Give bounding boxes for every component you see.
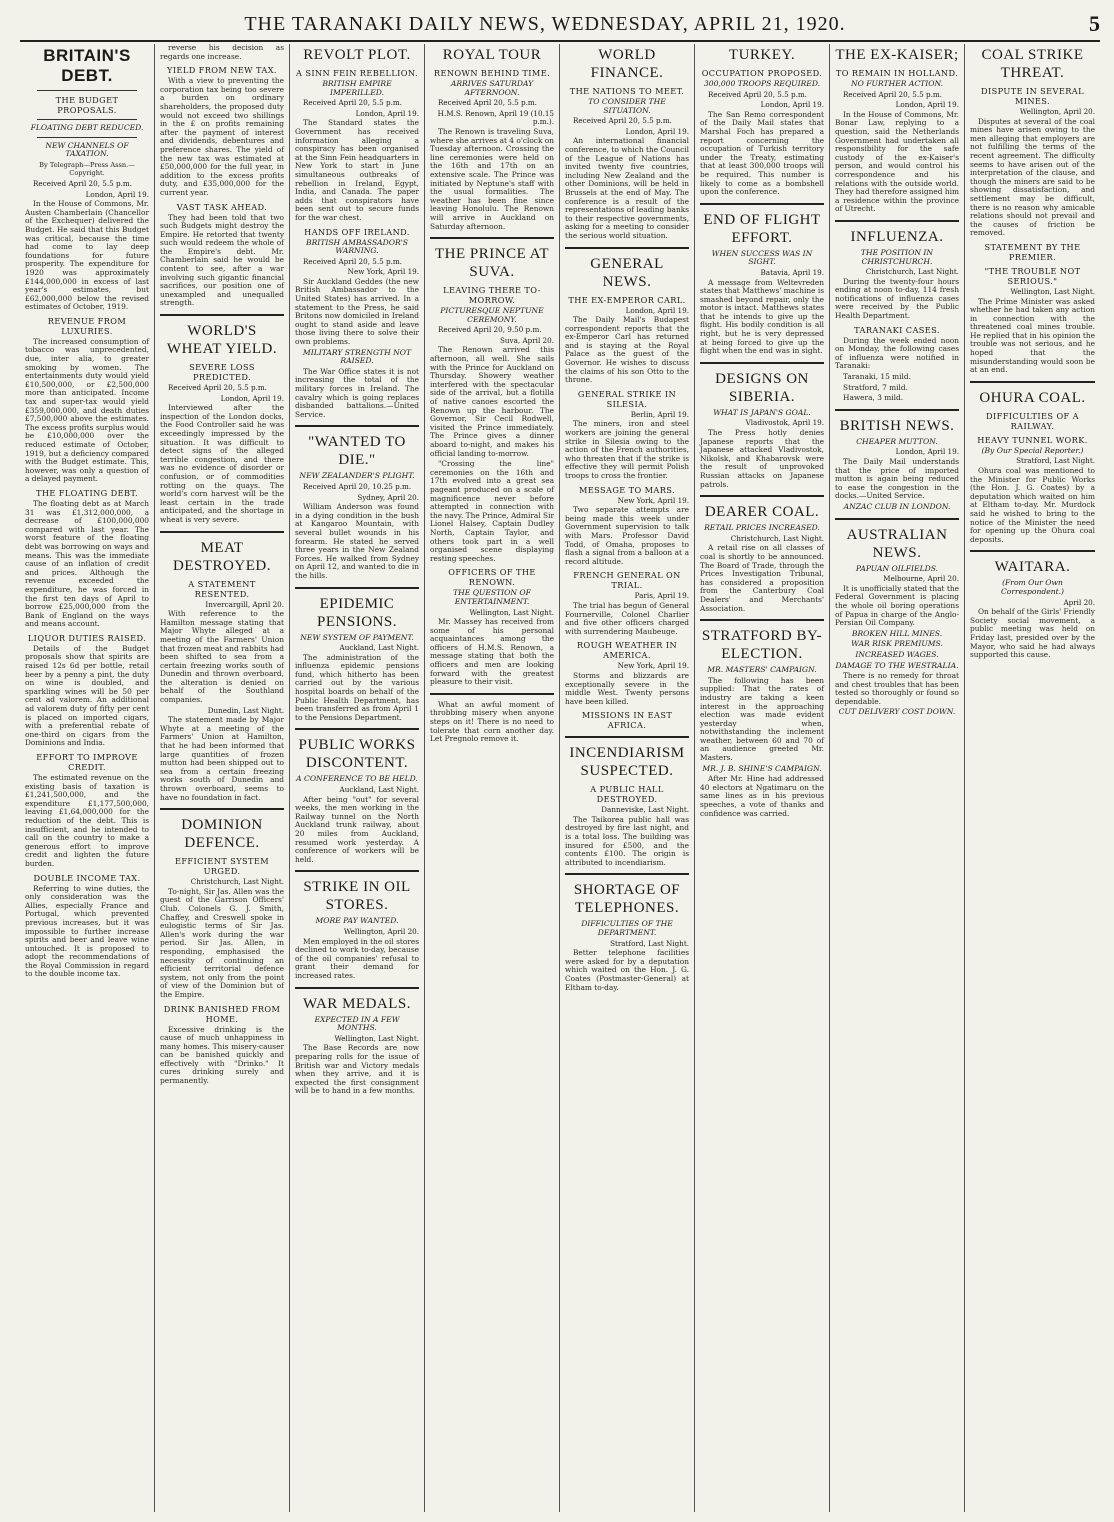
received-line: Received April 20, 5.5 p.m. [303,98,402,108]
article-body: The statement made by Major Whyte at a meeting of the Farmers' Union at Hamilton, that he had been informed that large quantities of frozen mutton had been shipped out to sea from a certain freezing works south of Dunedin and thrown overboard, seems to have no foundation in fact. [160,715,284,802]
subheadline: A STATEMENT RESENTED. [188,578,256,599]
article-body: The Press hotly denies Japanese reports that the Japanese attacked Vladivostok, Nikolsk, and Khabarovsk were the result of unprovoked Russian attacks on Japanese patrols. [700,428,824,489]
dateline: Auckland, Last Night. [339,643,419,653]
article-headline: DOMINION DEFENCE. [181,817,263,852]
dateline: Stratford, Last Night. [1016,456,1095,466]
received-line: Received April 20, 5.5 p.m. [573,116,672,126]
subheadline: WAR RISK PREMIUMS. [851,639,943,649]
article-body: The increased consumption of tobacco was unprecedented, due, inter alia, to greater smoking by women. The entertainments duty would yield £10,500,000, or £2,500,000 more than anticipated. Income tax and super-tax would yield £359,000,000, and death duties £7,500,000 above the estimates. The excess profits surplus would be £10,000,000 over the reduced estimate of October, 1919, but a deficiency compared with the Budget estimate. This, however, was only a question of a delayed payment. [25,336,149,484]
dateline: Suva, April 20. [499,335,554,345]
article-body: They had been told that two such Budgets might destroy the Empire. He retorted that twenty such would redeem the whole of the Empire's debt. Mr. Chamberlain said he would be content to see, after a war involving such gigantic financial sacrifices, our position one of unexampled and unequalled strength. [160,212,284,308]
column-8 [965,44,1100,1512]
subheadline: OFFICERS OF THE RENOWN. [448,567,536,588]
article-body: During the twenty-four hours ending at noon to-day, 114 fresh notifications of influenza cases were received by the Public Health Department. [835,276,959,321]
dateline: H.M.S. Renown, April 19 (10.15 p.m.). [437,108,554,127]
article-headline: PUBLIC WORKS DISCONTENT. [298,737,416,772]
subheadline: THE BUDGET PROPOSALS. [55,95,119,115]
subheadline: SEVERE LOSS PREDICTED. [189,362,255,383]
case-line: Stratford, 7 mild. [843,382,908,392]
dateline: Christchurch, Last Night. [730,533,824,543]
case-line: Taranaki, 15 mild. [843,372,911,382]
article-headline: STRATFORD BY-ELECTION. [701,628,823,663]
subheadline: MESSAGE TO MARS. [578,484,676,495]
received-line: Received April 20, 10.25 p.m. [303,481,412,491]
article-body: It is unofficially stated that the Federal Government is placing the whole oil boring operations of Papua in charge of the Anglo-Persian Oil Company. [835,583,959,628]
subheadline: THE NATIONS TO MEET. [569,86,685,96]
subheadline: HEAVY TUNNEL WORK. [977,434,1088,445]
article-headline: REVOLT PLOT. [303,47,411,63]
article-body: William Anderson was found in a dying condition in the bush at Kangaroo Mountain, with several bullet wounds in his forearm. He stated he served three years in the New Zealand Forces. He walked from Sydney on April 12, and wanted to die in the hills. [295,502,419,580]
article-body: Details of the Budget proposals show that spirits are raised 12s 6d per bottle, retail beer by a penny a pint, the duty on wine is doubled, and sparkling wines will be 50 per cent ad valorem. An additional ad valorem duty of fifty per cent is placed on imported cigars, with a preferential rebate of one-third on cigars from the Dominions and India. [25,643,149,748]
article-headline: WAR MEDALS. [302,995,411,1012]
article-body: The miners, iron and steel workers are joining the general strike in Silesia owing to the action of the French authorities, who threaten that if the strike is effective they will permit Polish troops to cross the frontier. [565,419,689,480]
article-headline: COAL STRIKE THREAT. [981,47,1084,81]
article-body: After Mr. Hine had addressed 40 electors at Ngatimaru on the same lines as in his previous speeches, a vote of thanks and confidence was carried. [700,774,824,818]
subheadline: CHEAPER MUTTON. [856,436,938,446]
masthead [20,8,1100,42]
article-headline: OHURA COAL. [979,389,1086,406]
article-body: In the House of Commons, Mr. Austen Chamberlain (Chancellor of the Exchequer) delivered the Budget. He said that this Budget was critical, because the time had come to lay deep foundations for future prosperity. The expenditure for 1920 was approximately £144,000,000 in excess of last year's estimates, but £62,000,000 below the revised estimates of October, 1919. [25,199,149,312]
dateline: April 20. [1063,597,1095,607]
article-headline: STRIKE IN OIL STORES. [303,879,411,914]
article-body: The following has been supplied: That the rates of industry are taking a keen interest in the approaching election was made evident yesterday when, notwithstanding the inclement weather, between 60 and 70 of an audience greeted Mr. Masters. [700,675,824,763]
newspaper-columns [20,44,1100,1512]
subheadline: RETAIL PRICES INCREASED. [704,523,820,533]
article-headline: END OF FLIGHT EFFORT. [703,211,821,246]
subheadline: ARRIVES SATURDAY AFTERNOON. [450,79,534,97]
article-headline: AUSTRALIAN NEWS. [846,526,948,561]
subheadline: YIELD FROM NEW TAX. [167,65,277,76]
dateline: Wellington, Last Night. [469,607,554,617]
article-body: The estimated revenue on the existing basis of taxation is £1,241,500,000, and the expenditure £1,177,500,000, leaving £1,64,000,000 for the reduction of the debt. This is insufficient, and he intended to call on the country to make a generous effort to improve credit and lighten the future burden. [25,773,149,868]
subheadline: TO REMAIN IN HOLLAND. [835,68,959,78]
subheadline: DIFFICULTIES OF A RAILWAY. [986,410,1079,431]
subheadline: ANZAC CLUB IN LONDON. [843,501,951,511]
column-4 [425,44,560,1512]
article-headline: WORLD'S WHEAT YIELD. [166,323,278,358]
dateline: London, April 19. [760,100,824,110]
article-headline: WORLD FINANCE. [590,47,664,81]
article-headline: THE PRINCE AT SUVA. [434,246,549,281]
dateline: Vladivostok, April 19. [745,418,824,428]
subheadline: VAST TASK AHEAD. [176,201,268,212]
subheadline: TARANAKI CASES. [854,324,940,335]
article-body: The Taikorea public hall was destroyed by fire last night, and is a total loss. The building was insured for £500, and the contents £100. The origin is attributed to incendiarism. [565,814,689,867]
subheadline: THE POSITION IN CHRISTCHURCH. [860,247,934,266]
article-headline: "WANTED TO DIE." [308,434,406,469]
subheadline: EFFORT TO IMPROVE CREDIT. [36,752,138,772]
subheadline: A CONFERENCE TO BE HELD. [296,774,418,784]
subheadline: INCREASED WAGES. [855,649,939,659]
article-body: The Base Records are now preparing rolls for the issue of British war and Victory medals when they arrive, and it is expected the first consignment will be to hand in a few months. [295,1043,419,1096]
subheadline: (From Our Own Correspondent.) [1000,578,1065,596]
article-headline: DESIGNS ON SIBERIA. [715,370,809,405]
subheadline: DOUBLE INCOME TAX. [33,872,141,883]
article-headline: TURKEY. [728,47,796,63]
newspaper-title: THE TARANAKI DAILY NEWS, WEDNESDAY, APRIL 21, 1920. [244,12,846,35]
dateline: Melbourne, April 20. [883,574,959,584]
column-7 [830,44,965,1512]
subheadline: BRITISH EMPIRE IMPERILLED. [322,79,392,97]
received-line: Received April 20, 9.50 p.m. [438,325,542,335]
subheadline: THE EX-EMPEROR CARL. [568,294,686,305]
subheadline: NO FURTHER ACTION. [850,79,944,88]
column-2 [155,44,290,1512]
dateline: Wellington, April 20. [343,926,419,936]
dateline: Christchurch, Last Night. [190,877,284,887]
article-body: The San Remo correspondent of the Daily Mail states that Marshal Foch has prepared a report concerning the occupation of Turkish territory under the Treaty, estimating that at least 300,000 troops will be required. This number is likely to come as a bombshell upon the conference. [700,109,824,197]
subheadline: THE FLOATING DEBT. [35,487,139,498]
article-headline: DEARER COAL. [704,504,820,521]
dateline: Christchurch, Last Night. [865,267,959,277]
subheadline: LEAVING THERE TO-MORROW. [443,285,541,306]
subheadline: WHAT IS JAPAN'S GOAL. [713,407,811,417]
article-body: A retail rise on all classes of coal is shortly to be announced. The Board of Trade, through the Prices Investigation Tribunal, has considered a proposition from the Canterbury Coal Dealers' and Merchants' Association. [700,543,824,613]
subheadline: NEW ZEALANDER'S PLIGHT. [299,471,415,481]
received-line: Received April 20, 5.5 p.m. [843,89,942,99]
article-headline: ROYAL TOUR [442,47,542,63]
article-body: The Renown is traveling Suva, where she arrives at 4 o'clock on Tuesday afternoon. Crossing the line ceremonies were held on the 16th and 17th on an extensive scale. The Prince was initiated by Neptune's staff with the usual formalities. The weather has been fine since leaving Honolulu. The Renown will arrive in Auckland on Saturday afternoon. [430,126,554,231]
subheadline: BROKEN HILL MINES. [851,628,943,638]
article-headline: THE EX-KAISER; [835,47,959,63]
subheadline: A SINN FEIN REBELLION. [296,68,418,78]
subheadline: EFFICIENT SYSTEM URGED. [174,856,270,877]
subheadline: WHEN SUCCESS WAS IN SIGHT. [711,248,813,267]
received-line: Received April 20, 5.5 p.m. [303,256,402,266]
article-headline: BRITAIN'S DEBT. [43,46,131,85]
subheadline: CUT DELIVERY COST DOWN. [838,707,956,717]
dateline: New York, April 19. [617,661,689,671]
article-headline: SHORTAGE OF TELEPHONES. [573,882,681,917]
subheadline: ROUGH WEATHER IN AMERICA. [576,640,678,661]
article-headline: GENERAL NEWS. [590,255,664,290]
subheadline: DRINK BANISHED FROM HOME. [163,1003,281,1024]
article-body: The Standard states the Government has received information alleging a conspiracy has been organised at the Sinn Fein headquarters in New York to start in June simultaneous outbreaks of rebellion in Ireland, Egypt, India, and Canada. The paper adds that conspirators have been sent out to secure funds for the war chest. [295,118,419,222]
received-line: Received April 20, 5.5 p.m. [168,383,267,393]
subheadline: NEW SYSTEM OF PAYMENT. [300,632,414,642]
article-body: A message from Weltevreden states that Matthews' machine is smashed beyond repair, only the motor is intact. Matthews states that he intends to give up the flight. His bodily condition is all right, but he is very depressed at being forced to give up the flight when the end was in sight. [700,277,824,356]
subheadline: (By Our Special Reporter.) [981,445,1084,455]
dateline: London, April 19. [220,393,284,403]
article-body: The administration of the influenza epidemic pensions fund, which hitherto has been carried out by the various hospital boards on behalf of the Public Health Department, has been transferred as from April 1 to the Pensions Department. [295,652,419,722]
subheadline: STATEMENT BY THE PREMIER. [984,241,1081,262]
dateline: Dunedin, Last Night. [207,705,284,715]
article-body: Better telephone facilities were asked for by a deputation which waited on the Hon. J. G. Coates (Postmaster-General) at Eltham to-day. [565,948,689,992]
dateline: Wellington, Last Night. [334,1033,419,1043]
article-body: The War Office states it is not increasing the total of the military forces in Ireland. The cavalry which is going replaces disbanded battalions.—United Service. [295,366,419,419]
subheadline: NEW CHANNELS OF TAXATION. [45,140,129,159]
subheadline: HANDS OFF IRELAND. [304,226,410,237]
subheadline: MORE PAY WANTED. [315,916,399,926]
article-body: During the week ended noon on Monday, the following cases of influenza were notified in Taranaki: [835,335,959,371]
article-headline: INFLUENZA. [850,228,944,245]
article-body: In the House of Commons, Mr. Bonar Law, replying to a question, said the Netherlands Government had undertaken all responsibility for the safe custody of the ex-Kaiser's person, and would control his correspondence and his relations with the outside world. They had therefore assigned him a residence within the province of Utrecht. [835,109,959,214]
subheadline: 300,000 TROOPS REQUIRED. [703,79,821,88]
subheadline: DAMAGE TO THE WESTRALIA. [835,660,959,670]
article-body: "Crossing the line" ceremonies on the 16th and 17th evolved into a great sea pageant produced on a scale of magnificence never before attempted in connection with the navy. The Prince, Admiral Sir Lionel Halsey, Captain Dudley North, Captain Taylor, and others took part in a well organised scene displaying resting speeches. [430,459,554,563]
dateline: Auckland, Last Night. [339,785,419,795]
subheadline: DISPUTE IN SEVERAL MINES. [981,86,1084,106]
dateline: Berlin, April 19. [630,409,689,419]
article-body: What an awful moment of throbbing misery when anyone steps on it! There is no need to tolerate that corn another day. Let Pregnolo remove it. [430,699,554,744]
received-line: Received April 20, 5.5 p.m. [708,89,807,99]
dateline: Sydney, April 20. [357,492,419,502]
article-body: The trial has begun of General Fournerville, Colonel Charlier and five other officers charged with surrendering Maubeuge. [565,600,689,636]
article-body: Ohura coal was mentioned to the Minister for Public Works (the Hon. J. G. Coates) by a deputation which waited on him at Eltham to-day. Mr. Murdock said he wished to bring to the notice of the Minister the need for opening up the Ohura coal deposits. [970,466,1095,544]
subheadline: "THE TROUBLE NOT SERIOUS." [984,265,1081,286]
subheadline: FLOATING DEBT REDUCED. [30,123,144,132]
dateline: London, April 19. [85,189,149,199]
dateline: New York, April 19. [617,495,689,505]
subheadline: BRITISH AMBASSADOR'S WARNING. [305,237,408,256]
subheadline: MR. J. B. SHINE'S CAMPAIGN. [702,763,822,773]
article-body: The Daily Mail's Budapest correspondent reports that the ex-Emperor Carl has returned and is staying at the Royal Palace as the guest of the Governor. He wishes to discuss the claims of his son Otto to the throne. [565,315,689,385]
article-body: After being "out" for several weeks, the men working in the Railway tunnel on the North Auckland trunk railway, about 20 miles from Auckland, resumed work yesterday. A conference of workers will be held. [295,794,419,864]
article-body: Mr. Massey has received from some of his personal acquaintances among the officers of H.M.S. Renown, a message stating that both the officers and men are looking forward with the greatest pleasure to their visit. [430,617,554,687]
dateline: London, April 19. [355,108,419,118]
article-body: To-night, Sir Jas. Allen was the guest of the Garrison Officers' Club. Colonels G. J. Smith, Chaffey, and Creswell spoke in eulogistic terms of Sir Jas. Allen's work during the war period. Sir Jas. Allen, in responding, emphasised the necessity of continuing an efficient territorial defence system, not only from the point of view of the Dominion but of the Empire. [160,886,284,999]
article-headline: BRITISH NEWS. [839,417,955,434]
article-body: Men employed in the oil stores declined to work to-day, because of the oil companies' refusal to grant their demand for increased rates. [295,936,419,980]
subheadline: EXPECTED IN A FEW MONTHS. [314,1014,400,1033]
dateline: New York, April 19. [347,267,419,277]
subheadline: REVENUE FROM LUXURIES. [47,315,127,336]
column-3 [290,44,425,1512]
article-body: Two separate attempts are being made this week under Government supervision to talk with Mars. Professor David Todd, of Omaha, proposes to flash a signal from a balloon at a record altitude. [565,505,689,566]
dateline: Paris, April 19. [634,591,689,601]
subheadline: PAPUAN OILFIELDS. [855,563,939,573]
dateline: London, April 19. [625,126,689,136]
subheadline: FRENCH GENERAL ON TRIAL. [573,570,681,591]
article-body: Interviewed after the inspection of the London docks, the Food Controller said he was exceedingly impressed by the situation. It was difficult to detect signs of the alleged terrible congestion, and there was no evidence of disorder or confusion, or of commodities rotting on the quays. The world's corn harvest will be the least certain in the trade anticipated, and the shortage in wheat is very severe. [160,403,284,524]
article-body: The Renown arrived this afternoon, all well. She sails with the Prince for Auckland on Thursday. Showery weather interfered with the spectacular side of the arrival, but a flotilla of native canoes escorted the Renown up the harbour. The Governor, Sir Cecil Rodwell, visited the Prince immediately. The Prince gives a dinner aboard to-night, and makes his official landing to-morrow. [430,345,554,458]
subheadline: DIFFICULTIES OF THE DEPARTMENT. [581,919,673,938]
subheadline: TO CONSIDER THE SITUATION. [588,97,666,115]
dateline: Wellington, Last Night. [1010,286,1095,296]
subheadline: MISSIONS IN EAST AFRICA. [581,710,673,731]
subheadline: GENERAL STRIKE IN SILESIA. [577,388,677,409]
subheadline: MILITARY STRENGTH NOT RAISED. [302,347,412,366]
article-body: On behalf of the Girls' Friendly Society social movement, a public meeting was held on Friday last, presided over by the Mayor, who said he had always supported this cause. [970,607,1095,660]
dateline: Invercargill, April 20. [205,599,284,609]
column-1 [20,44,155,1512]
byline: By Telegraph—Press Assn.—Copyright. [39,160,135,178]
subheadline: A PUBLIC HALL DESTROYED. [590,784,664,805]
article-headline: EPIDEMIC PENSIONS. [317,595,397,630]
article-body: The Prime Minister was asked whether he had taken any action in connection with the threatened coal mines trouble. He replied that in his opinion the trouble was not serious, and he hoped that the misunderstanding would soon be at an end. [970,296,1095,375]
received-line: Received April 20, 5.5 p.m. [33,178,132,188]
article-body: reverse his decision as regards one increase. [160,44,284,61]
dateline: London, April 19. [895,100,959,110]
subheadline: PICTURESQUE NEPTUNE CEREMONY. [440,306,544,324]
subheadline: OCCUPATION PROPOSED. [701,68,823,78]
article-body: Referring to wine duties, the only consideration was the Allies, especially France and Portugal, which prevented previous increases, but it was impossible to further increase spirits and beer and leave wine untouched. It is proposed to adopt the recommendations of the Royal Commission in regard to the double income tax. [25,883,149,979]
dateline: Wellington, April 20. [1019,107,1095,116]
article-headline: MEAT DESTROYED. [173,539,271,574]
column-6 [695,44,830,1512]
article-body: There is no remedy for throat and chest troubles that has been tested so thoroughly or found so dependable. [835,671,959,706]
subheadline: MR. MASTERS' CAMPAIGN. [707,665,817,675]
article-body: Storms and blizzards are exceptionally severe in the middle West. Twenty persons have been killed. [565,670,689,706]
article-body: Excessive drinking is the cause of much unhappiness in many homes. This misery-causer can be banished quickly and effectively with "Drinko." It cures drinking surely and permanently. [160,1024,284,1086]
article-body: Disputes at several of the coal mines have arisen owing to the men alleging that employers are not fulfilling the terms of the recent agreement. The difficulty seems to have arisen out of the interpretation of the clause, and though the miners are said to be showing dissatisfaction, and settlement may be difficult, there is no reason why amicable relations should not prevail and the causes of friction be removed. [970,116,1095,238]
column-5 [560,44,695,1512]
article-body: With reference to the Hamilton message stating that Major Whyte alleged at a meeting of the Farmers' Union that frozen meat and rabbits had been shifted to sea from a certain freezing works south of Dunedin and thrown overboard, the alteration is denied on behalf of the Southland companies. [160,609,284,705]
article-body: With a view to preventing the corporation tax being too severe a burden on ordinary shareholders, the proposed duty would not exceed two shillings in the £ on profits remaining after the payment of interest and dividends, debentures and preference shares. The yield of the new tax was estimated at £50,000,000 for the full year, in addition to the excess profits duty, and £35,000,000 for the current year. [160,76,284,197]
article-body: The floating debt as at March 31 was £1,312,000,000, a decrease of £100,000,000 compared with last year. The worst feature of the floating debt was borrowing on ways and means. This was the immediate cause of an inflation of credit and prices. Although the revenue exceeded the expenditure, he was forced in the first ten days of April to borrow £25,000,000 from the Bank of England on the ways and means account. [25,498,149,629]
article-body: An international financial conference, to which the Council of the League of Nations has invited twenty five countries, including New Zealand and the other Dominions, will be held in Brussels at the end of May. The conference is a result of the representations of leading banks to their respective governments, asking for a meeting to consider the serious world situation. [565,136,689,240]
subheadline: THE QUESTION OF ENTERTAINMENT. [453,588,531,606]
dateline: London, April 19. [625,305,689,315]
article-body: Sir Auckland Geddes (the new British Ambassador to the United States) has arrived. In a statement to the Press, he said Britons now domiciled in Ireland ought to stand aside and leave those living there to solve their own problems. [295,276,419,347]
article-body: The Daily Mail understands that the price of imported mutton is again being reduced to ease the congestion in the docks.—United Service. [835,457,959,501]
subheadline: RENOWN BEHIND TIME. [433,68,551,78]
dateline: Stratford, Last Night. [610,938,689,948]
dateline: Danneviske, Last Night. [601,805,689,815]
page-number: 5 [1089,11,1100,36]
case-line: Hawera, 3 mild. [843,393,904,403]
subheadline: LIQUOR DUTIES RAISED. [27,632,147,643]
dateline: London, April 19. [895,447,959,457]
dateline: Batavia, April 19. [760,267,824,277]
article-headline: WAITARA. [994,559,1071,576]
article-headline: INCENDIARISM SUSPECTED. [569,745,685,780]
received-line: Received April 20, 5.5 p.m. [438,98,537,108]
